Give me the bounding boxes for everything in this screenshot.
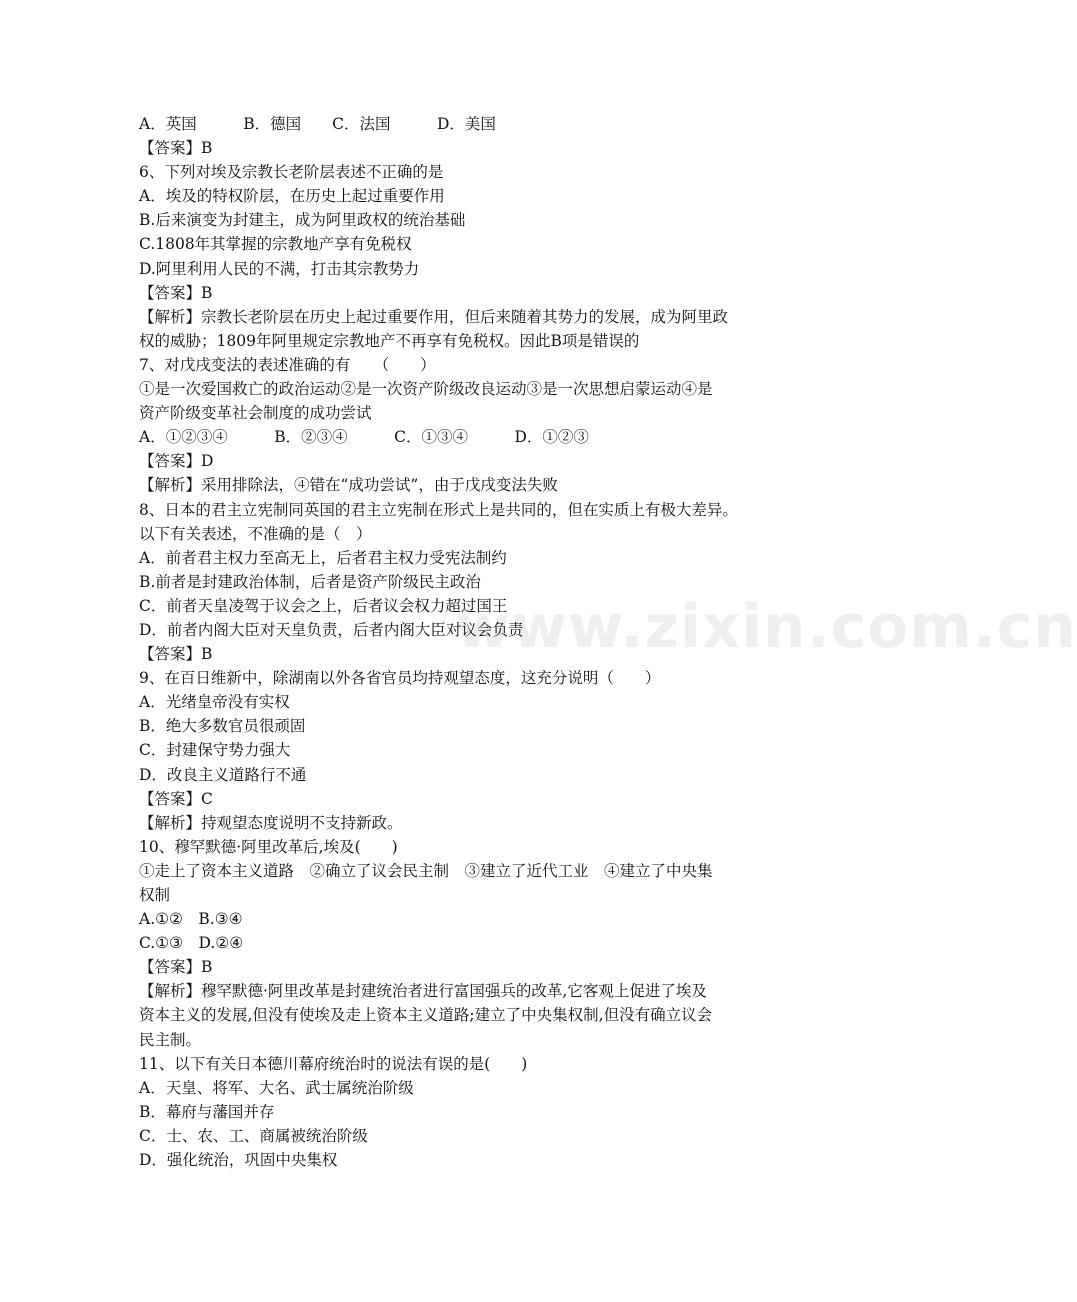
text-line: 6、下列对埃及宗教长老阶层表述不正确的是 — [139, 163, 444, 182]
text-line: 【解析】持观望态度说明不支持新政。 — [139, 813, 403, 832]
text-line: C．前者天皇凌驾于议会之上，后者议会权力超过国王 — [139, 596, 508, 615]
text-line: C．封建保守势力强大 — [139, 741, 291, 760]
text-line: A．前者君主权力至高无上，后者君主权力受宪法制约 — [139, 548, 507, 567]
text-line: 【解析】宗教长老阶层在历史上起过重要作用，但后来随着其势力的发展，成为阿里政 — [139, 307, 729, 326]
text-line: A.①② B.③④ — [139, 910, 243, 929]
text-line: 7、对戊戌变法的表述准确的有 （ ） — [139, 355, 436, 374]
text-line: C.1808年其掌握的宗教地产享有免税权 — [139, 235, 412, 254]
text-line: A．光绪皇帝没有实权 — [139, 693, 290, 712]
text-line: D.阿里利用人民的不满，打击其宗教势力 — [139, 259, 420, 278]
text-line: A．英国 B．德国 C．法国 D．美国 — [139, 115, 496, 133]
text-line: C．士、农、工、商属被统治阶级 — [139, 1126, 368, 1145]
text-line: 【解析】穆罕默德·阿里改革是封建统治者进行富国强兵的改革,它客观上促进了埃及 — [139, 982, 707, 1001]
text-line: D．改良主义道路行不通 — [139, 765, 307, 784]
text-line: 资本主义的发展,但没有使埃及走上资本主义道路;建立了中央集权制,但没有确立议会 — [139, 1006, 713, 1025]
text-line: B.前者是封建政治体制，后者是资产阶级民主政治 — [139, 572, 481, 591]
text-line: A．埃及的特权阶层，在历史上起过重要作用 — [139, 187, 445, 206]
text-line: 民主制。 — [139, 1030, 202, 1049]
text-line: 8、日本的君主立宪制同英国的君主立宪制在形式上是共同的，但在实质上有极大差异。 — [139, 500, 738, 519]
text-line: 【答案】B — [139, 645, 213, 664]
text-line: 【答案】C — [139, 789, 213, 808]
text-line: D．前者内阁大臣对天皇负责，后者内阁大臣对议会负责 — [139, 620, 524, 639]
text-line: B．绝大多数官员很顽固 — [139, 717, 306, 736]
text-line: 【答案】D — [139, 452, 214, 471]
text-line: ①是一次爱国救亡的政治运动②是一次资产阶级改良运动③是一次思想启蒙运动④是 — [139, 380, 713, 399]
text-line: B．幕府与藩国并存 — [139, 1102, 275, 1121]
text-line: 【解析】采用排除法，④错在“成功尝试”，由于戊戌变法失败 — [139, 476, 558, 495]
text-line: ①走上了资本主义道路 ②确立了议会民主制 ③建立了近代工业 ④建立了中央集 — [139, 861, 713, 880]
text-line: A．①②③④ B．②③④ C．①③④ D．①②③ — [139, 428, 589, 447]
text-line: B.后来演变为封建主，成为阿里政权的统治基础 — [139, 211, 466, 230]
text-line: 9、在百日维新中，除湖南以外各省官员均持观望态度，这充分说明（ ） — [139, 669, 661, 688]
text-line: 10、穆罕默德·阿里改革后,埃及( ) — [139, 837, 398, 856]
text-line: D．强化统治，巩固中央集权 — [139, 1151, 338, 1170]
text-line: A．天皇、将军、大名、武士属统治阶级 — [139, 1078, 414, 1097]
text-line: 【答案】B — [139, 139, 213, 158]
text-line: 资产阶级变革社会制度的成功尝试 — [139, 404, 372, 423]
text-line: 【答案】B — [139, 958, 213, 977]
document-body — [139, 112, 789, 1172]
text-line: 权的威胁；1809年阿里规定宗教地产不再享有免税权。因此B项是错误的 — [139, 331, 640, 350]
text-line: C.①③ D.②④ — [139, 934, 244, 953]
text-line: 【答案】B — [139, 283, 213, 302]
watermark: www.zixin.com.cn — [455, 592, 1077, 662]
text-line: 以下有关表述，不准确的是（ ） — [139, 524, 372, 543]
text-line: 权制 — [139, 886, 171, 904]
text-line: 11、以下有关日本德川幕府统治时的说法有误的是( ) — [139, 1054, 528, 1073]
